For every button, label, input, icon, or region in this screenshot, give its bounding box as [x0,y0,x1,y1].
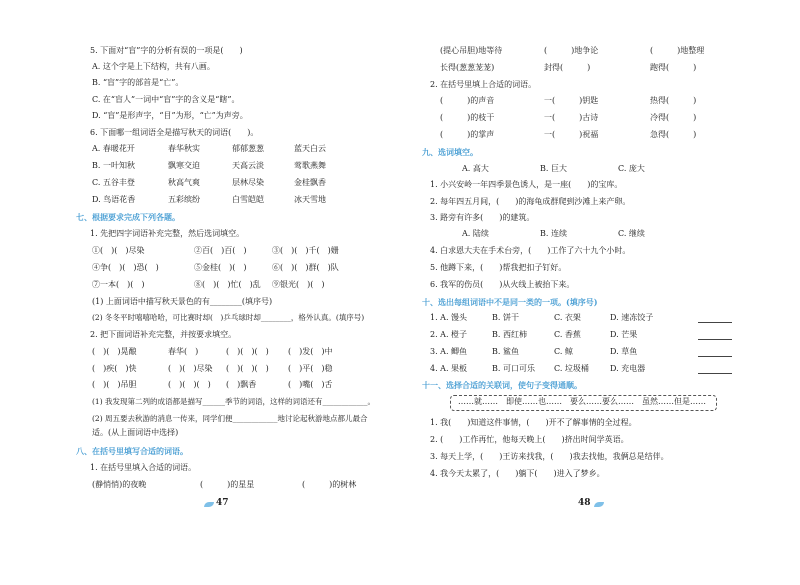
q6-option: 春华秋实 [168,144,200,153]
fill-sentence: 3. 每天上学，( )王访来找我，( )我去找他，我俩总是结伴。 [430,452,669,461]
idiom-blank: ⑦一本( )( ) [92,280,145,289]
sec7-question-1: 1. 先把四字词语补充完整，然后选词填空。 [90,229,245,238]
fill-sentence: 1. 小兴安岭一年四季景色诱人，是一座( )的宝库。 [430,180,623,189]
q6-option: 郁郁葱葱 [232,144,264,153]
word-blank: ( )平( )稳 [288,364,333,373]
q6-option: 五彩缤纷 [168,195,200,204]
odd-one-option: B. 鲨鱼 [492,347,519,356]
phrase-blank: ( )的星星 [200,480,255,489]
phrase-blank: 一( )钥匙 [544,96,599,105]
answer-blank[interactable] [698,356,732,357]
idiom-blank: ②百( )百( ) [194,246,247,255]
phrase-blank: 长得(葱葱茏茏) [440,63,495,72]
odd-one-option: D. 速冻饺子 [610,313,654,322]
answer-blank[interactable] [698,339,732,340]
q6-option: 天高云淡 [232,161,264,170]
phrase-blank: ( )的掌声 [440,130,495,139]
section-7-title: 七、根据要求完成下列各题。 [76,212,180,222]
section-8-title: 八、在括号里填写合适的词语。 [76,446,188,456]
word-blank: ( )( )( ) [226,364,269,373]
odd-one-option: B. 可口可乐 [492,364,535,373]
leaf-icon [594,502,604,507]
fill-sentence: 5. 他蹲下来，( )帮我把扣子钉好。 [430,263,567,272]
choice-option: A. 陆续 [462,229,489,238]
phrase-blank: ( )的树林 [302,480,357,489]
q6-option: 飘寒交迫 [168,161,200,170]
idiom-blank: ①( )( )尽染 [92,246,145,255]
sec7-question-2: 2. 把下面词语补充完整，并按要求填空。 [90,330,237,339]
odd-one-option: 2. A. 橙子 [430,330,468,339]
phrase-blank: ( )地争论 [544,46,599,55]
question-5-stem: 5. 下面对“盲”字的分析有误的一项是( ) [90,46,243,55]
fill-sentence: 4. 我今天太累了，( )躺下( )进入了梦乡。 [430,469,605,478]
odd-one-option: C. 衣架 [554,313,581,322]
word-blank: ( )发( )中 [288,347,333,356]
section-11-title: 十一、选择合适的关联词，使句子变得通顺。 [422,380,582,390]
word-blank: ( )( )( ) [168,380,211,389]
odd-one-option: C. 垃圾桶 [554,364,589,373]
q6-option: 蓝天白云 [294,144,326,153]
odd-one-option: B. 饼干 [492,313,519,322]
odd-one-option: C. 鲸 [554,347,573,356]
conjunction-list: ……就…… 即使……也…… 要么……要么…… 虽然……但是…… [458,397,706,406]
q6-option: 层林尽染 [232,178,264,187]
section-10-title: 十、选出每组词语中不是同一类的一项。(填序号) [422,297,598,307]
fill-sentence: 2. 每年四五月间，( )的海龟成群爬到沙滩上来产卵。 [430,197,631,206]
fill-line: (2) 冬冬平时嘻嘻哈哈，可比赛时却( )乒乓球时却________，格外认真。(填序号) [92,313,365,322]
page-number: 48 [578,498,591,508]
answer-blank[interactable] [698,373,732,374]
fill-line: (1) 我发现第二列的成语都是描写______季节的词语，这样的词语还有____________。 [92,397,376,406]
phrase-blank: 热得( ) [650,96,697,105]
odd-one-option: 1. A. 馒头 [430,313,468,322]
word-blank: 春华( ) [168,347,199,356]
word-blank: ( )( )尽染 [168,364,213,373]
answer-blank[interactable] [698,322,732,323]
word-blank: ( )飘香 [226,380,257,389]
phrase-blank: 一( )祝福 [544,130,599,139]
option-b: B. “盲”字的部首是“亡”。 [92,78,184,87]
phrase-blank: 急得( ) [650,130,697,139]
q6-option: 秋高气爽 [168,178,200,187]
fill-sentence: 2. ( )工作再忙，他每天晚上( )挤出时间学英语。 [430,435,629,444]
idiom-blank: ⑥( )( )群( )队 [272,263,339,272]
idiom-blank: ⑧( )( )忙( )乱 [194,280,261,289]
leaf-icon [204,502,214,507]
fill-line: 适。(从上面词语中选择) [92,428,179,437]
idiom-blank: ⑨银光( )( ) [272,280,325,289]
option-a: A. 这个字是上下结构，共有八画。 [92,62,215,71]
phrase-blank: ( )的枝干 [440,113,495,122]
q6-option: C. 五谷丰登 [92,178,135,187]
phrase-blank: 冷得( ) [650,113,697,122]
odd-one-option: 4. A. 果板 [430,364,468,373]
idiom-blank: ⑤金桂( )( ) [194,263,247,272]
word-blank: ( )( )吊胆 [92,380,137,389]
sec8-question-1: 1. 在括号里填入合适的词语。 [90,463,197,472]
phrase-blank: ( )地整理 [650,46,705,55]
phrase-blank: (提心吊胆)地等待 [440,46,503,55]
word-blank: ( )( )( ) [226,347,269,356]
option-c: C. 在“盲人”一词中“盲”字的含义是“瞎”。 [92,95,240,104]
odd-one-option: C. 香蕉 [554,330,581,339]
phrase-blank: 封得( ) [544,63,591,72]
odd-one-option: D. 草鱼 [610,347,638,356]
choice-option: C. 庞大 [618,164,645,173]
fill-line: (2) 周五要去秋游的消息一传来，同学们便____________地讨论起秋游地点都儿最合 [92,414,368,423]
page-number: 47 [216,498,229,508]
q6-option: A. 春暖花开 [92,144,135,153]
idiom-blank: ④争( )( )恐( ) [92,263,159,272]
choice-option: B. 连续 [540,229,567,238]
word-blank: ( )疾( )快 [92,364,137,373]
phrase-blank: 一( )古诗 [544,113,599,122]
idiom-blank: ③( )( )千( )姗 [272,246,339,255]
phrase-blank: (静悄悄)的夜晚 [92,480,147,489]
phrase-blank: ( )的声音 [440,96,495,105]
choice-option: C. 继续 [618,229,645,238]
option-d: D. “盲”是形声字，“目”为形，“亡”为声旁。 [92,111,248,120]
choice-option: B. 巨大 [540,164,567,173]
q6-option: D. 鸟语花香 [92,195,136,204]
odd-one-option: 3. A. 鲫鱼 [430,347,468,356]
q6-option: 冰天雪地 [294,195,326,204]
fill-line: (1) 上面词语中描写秋天景色的有________(填序号) [92,297,273,306]
question-6-stem: 6. 下面哪一组词语全是描写秋天的词语( )。 [90,128,259,137]
sec8-question-2: 2. 在括号里填上合适的词语。 [430,80,537,89]
odd-one-option: D. 充电器 [610,364,646,373]
q6-option: 金桂飘香 [294,178,326,187]
word-blank: ( )( )晃酿 [92,347,137,356]
fill-sentence: 3. 路旁有许多( )的建筑。 [430,213,535,222]
fill-sentence: 4. 白求恩大夫在手术台旁，( )工作了六十九个小时。 [430,246,631,255]
word-blank: ( )嘴( )舌 [288,380,333,389]
phrase-blank: 跑得( ) [650,63,697,72]
choice-option: A. 高大 [462,164,489,173]
q6-option: B. 一叶知秋 [92,161,135,170]
q6-option: 白雪皑皑 [232,195,264,204]
fill-sentence: 6. 我军的伤员( )从火线上被抬下来。 [430,280,575,289]
section-9-title: 九、选词填空。 [422,147,478,157]
fill-sentence: 1. 我( )知道这件事情，( )开不了解事情的全过程。 [430,418,637,427]
odd-one-option: D. 芒果 [610,330,638,339]
odd-one-option: B. 西红柿 [492,330,527,339]
q6-option: 莺歌燕舞 [294,161,326,170]
